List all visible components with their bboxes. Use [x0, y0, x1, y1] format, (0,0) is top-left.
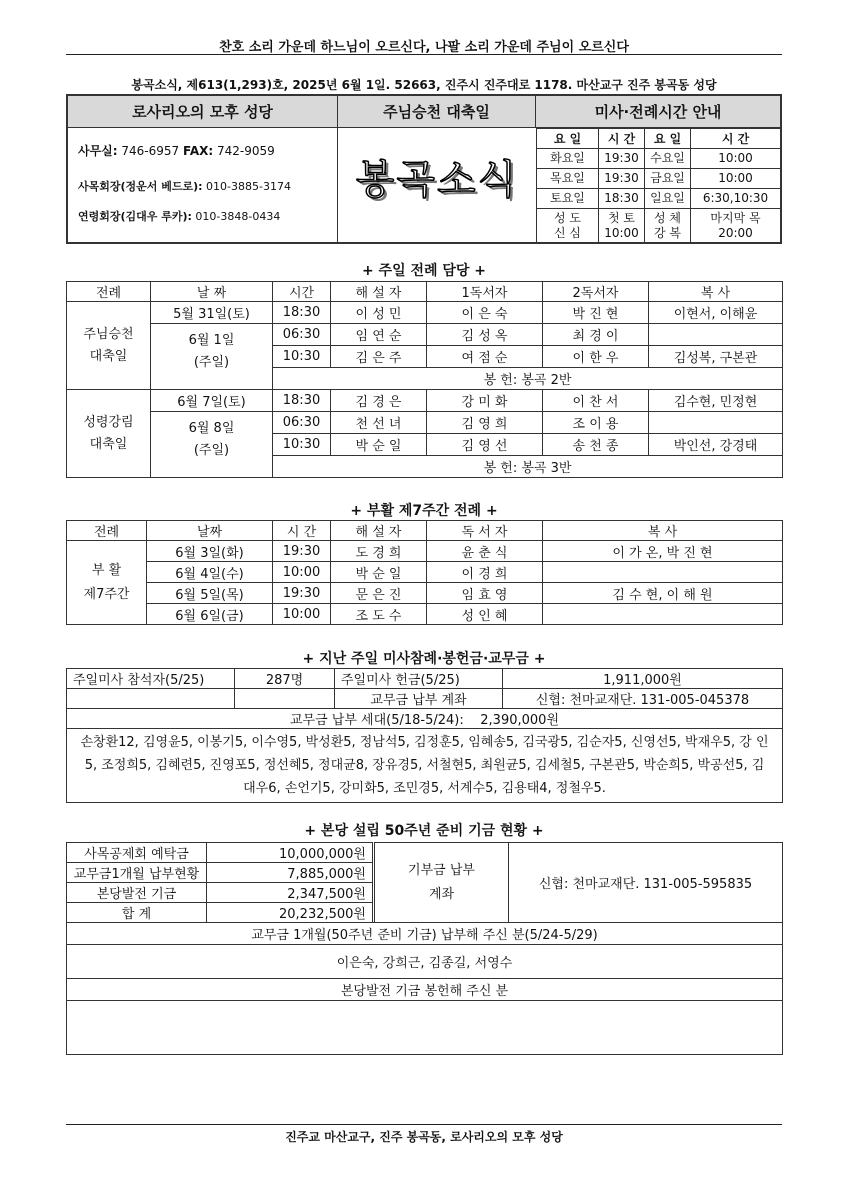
easter-time: 19:30 [273, 541, 331, 562]
mass-times-row [537, 149, 781, 169]
liturgy-reader1: 김 영 선 [427, 434, 543, 456]
fund-label: 본당발전 기금 [67, 883, 207, 903]
liturgy-reader2: 조 이 용 [543, 412, 649, 434]
mass-times-cell: 성 도 신 심 [537, 209, 599, 243]
fund-value: 7,885,000원 [207, 863, 373, 883]
attendance-label: 주일미사 참석자(5/25) [67, 669, 235, 689]
account-value: 신협: 천마교재단. 131-005-045378 [503, 689, 783, 709]
liturgy-server: 이현서, 이해윤 [649, 302, 783, 324]
parish-name: 로사리오의 모후 성당 [68, 96, 338, 128]
fund-value: 20,232,500원 [207, 903, 373, 923]
easter-server: 김 수 현, 이 해 원 [543, 583, 783, 604]
senior-phone: 010-3848-0434 [195, 210, 281, 223]
fund-label: 교무금1개월 납부현황 [67, 863, 207, 883]
mass-times-cell: 토요일 [537, 189, 599, 209]
pastoral-line [78, 178, 291, 194]
liturgy-reader1: 이 은 숙 [427, 302, 543, 324]
pastoral-phone: 010-3885-3174 [206, 180, 291, 193]
easter-reader: 이 경 희 [427, 562, 543, 583]
liturgy-time: 10:30 [273, 434, 331, 456]
month-label: 교무금 1개월(50주년 준비 기금) 납부해 주신 분(5/24-5/29) [67, 923, 783, 945]
mass-times-cell: 19:30 [599, 149, 645, 169]
liturgy-server: 박인선, 강경태 [649, 434, 783, 456]
mass-times-table [536, 128, 781, 243]
office-line [78, 142, 275, 159]
easter-week-header: 해 설 자 [331, 521, 427, 541]
liturgy-time: 18:30 [273, 390, 331, 412]
liturgy-reader1: 강 미 화 [427, 390, 543, 412]
mass-times-cell: 성 체 강 복 [645, 209, 691, 243]
mass-times-cell: 금요일 [645, 169, 691, 189]
fund-value: 10,000,000원 [207, 843, 373, 863]
easter-group-name: 부 활 제7주간 [67, 541, 147, 625]
liturgy-commentator: 김 은 주 [331, 346, 427, 368]
liturgy-commentator: 박 순 일 [331, 434, 427, 456]
sunday-liturgy-header: 2독서자 [543, 282, 649, 302]
liturgy-reader1: 김 성 옥 [427, 324, 543, 346]
fund-value: 2,347,500원 [207, 883, 373, 903]
dev-names [67, 1001, 783, 1055]
liturgy-commentator: 천 선 녀 [331, 412, 427, 434]
sunday-liturgy-header: 전례 [67, 282, 151, 302]
issue-line: 봉곡소식, 제613(1,293)호, 2025년 6월 1일. 52663, 진주시 진주대로 1178. 마산교구 진주 봉곡동 성당 [131, 78, 717, 92]
easter-week-title: + 부활 제7주간 전례 + [350, 503, 498, 519]
mass-times-header: 시 간 [599, 129, 645, 149]
table-row [67, 583, 783, 604]
easter-commentator: 도 경 희 [331, 541, 427, 562]
liturgy-time: 06:30 [273, 324, 331, 346]
feast-name: 주님승천 대축일 [338, 96, 536, 128]
mass-times-cell: 10:00 [691, 149, 781, 169]
liturgy-server [649, 412, 783, 434]
mass-times-row [537, 209, 781, 243]
liturgy-date: 6월 8일 (주일) [151, 412, 273, 478]
offering-value: 1,911,000원 [503, 669, 783, 689]
senior-line [78, 208, 280, 224]
easter-week-header: 독 서 자 [427, 521, 543, 541]
easter-time: 10:00 [273, 562, 331, 583]
liturgy-reader2: 이 찬 서 [543, 390, 649, 412]
donation-label: 기부금 납부 계좌 [375, 843, 509, 923]
offering-label: 주일미사 헌금(5/25) [335, 669, 503, 689]
liturgy-date: 6월 1일 (주일) [151, 324, 273, 390]
easter-server [543, 604, 783, 625]
mass-times-cell: 화요일 [537, 149, 599, 169]
mass-times-cell: 수요일 [645, 149, 691, 169]
last-sunday-table [66, 668, 783, 803]
mass-times-cell: 6:30,10:30 [691, 189, 781, 209]
liturgy-reader2: 최 경 이 [543, 324, 649, 346]
mass-times-cell: 첫 토 10:00 [599, 209, 645, 243]
last-sunday-title: + 지난 주일 미사참례·봉헌금·교무금 + [302, 651, 546, 667]
liturgy-offering: 봉 헌: 봉곡 3반 [273, 456, 783, 478]
mass-times-cell: 목요일 [537, 169, 599, 189]
fax-label: FAX: [183, 144, 214, 158]
easter-week-header: 시 간 [273, 521, 331, 541]
fund-table [66, 842, 783, 1055]
liturgy-reader1: 여 점 순 [427, 346, 543, 368]
fund-title: + 본당 설립 50주년 준비 기금 현황 + [304, 823, 544, 839]
footer-text: 진주교 마산교구, 진주 봉곡동, 로사리오의 모후 성당 [285, 1130, 563, 1144]
sunday-liturgy-table [66, 281, 783, 478]
liturgy-time: 18:30 [273, 302, 331, 324]
sunday-liturgy-header: 복 사 [649, 282, 783, 302]
table-row [67, 843, 783, 863]
liturgy-reader1: 김 영 희 [427, 412, 543, 434]
sunday-liturgy-header: 1독서자 [427, 282, 543, 302]
liturgy-commentator: 김 경 은 [331, 390, 427, 412]
pastoral-label: 사목회장(정운서 베드로): [78, 180, 203, 193]
easter-week-header: 전례 [67, 521, 147, 541]
easter-time: 10:00 [273, 604, 331, 625]
table-row [67, 541, 783, 562]
liturgy-commentator: 이 성 민 [331, 302, 427, 324]
households-value: 2,390,000원 [480, 713, 560, 728]
sunday-liturgy-header: 시간 [273, 282, 331, 302]
account-label: 교무금 납부 계좌 [335, 689, 503, 709]
easter-commentator: 박 순 일 [331, 562, 427, 583]
month-names: 이은숙, 강희근, 김종길, 서영수 [67, 945, 783, 979]
liturgy-group-name: 성령강림 대축일 [67, 390, 151, 478]
easter-date: 6월 6일(금) [147, 604, 273, 625]
mass-times-row [537, 169, 781, 189]
liturgy-server: 김수현, 민정현 [649, 390, 783, 412]
liturgy-commentator: 임 연 순 [331, 324, 427, 346]
sunday-liturgy-header: 해 설 자 [331, 282, 427, 302]
table-row [67, 412, 783, 434]
easter-server [543, 562, 783, 583]
households-row [67, 709, 783, 729]
easter-reader: 성 인 혜 [427, 604, 543, 625]
easter-commentator: 조 도 수 [331, 604, 427, 625]
table-row [67, 562, 783, 583]
header-block [66, 94, 782, 244]
fax-number: 742-9059 [217, 144, 275, 158]
table-row [67, 604, 783, 625]
mass-times-header: 시 간 [691, 129, 781, 149]
senior-label: 연령회장(김대우 루카): [78, 210, 192, 223]
contact-block [68, 128, 338, 242]
office-label: 사무실: [78, 144, 118, 158]
sunday-liturgy-title: + 주일 전례 담당 + [361, 263, 487, 279]
mass-times-cell: 10:00 [691, 169, 781, 189]
easter-reader: 임 효 영 [427, 583, 543, 604]
top-rule [66, 54, 782, 55]
mass-times-header: 요 일 [645, 129, 691, 149]
easter-server: 이 가 온, 박 진 현 [543, 541, 783, 562]
dev-label: 본당발전 기금 봉헌해 주신 분 [67, 979, 783, 1001]
mass-times-cell: 마지막 목 20:00 [691, 209, 781, 243]
easter-commentator: 문 은 진 [331, 583, 427, 604]
donation-account: 신협: 천마교재단. 131-005-595835 [509, 843, 783, 923]
liturgy-offering: 봉 헌: 봉곡 2반 [273, 368, 783, 390]
liturgy-server: 김성복, 구본관 [649, 346, 783, 368]
fund-label: 합 계 [67, 903, 207, 923]
liturgy-date: 6월 7일(토) [151, 390, 273, 412]
easter-week-header: 날짜 [147, 521, 273, 541]
logo-text: 봉곡소식 [355, 157, 519, 203]
mass-times-header: 요 일 [537, 129, 599, 149]
mass-times-row [537, 189, 781, 209]
easter-date: 6월 3일(화) [147, 541, 273, 562]
table-row [67, 390, 783, 412]
liturgy-group-name: 주님승천 대축일 [67, 302, 151, 390]
sunday-liturgy-header: 날 짜 [151, 282, 273, 302]
liturgy-time: 10:30 [273, 346, 331, 368]
mass-times-cell: 18:30 [599, 189, 645, 209]
donor-list: 손창환12, 김영윤5, 이봉기5, 이수영5, 박성환5, 정남석5, 김정훈5, 임혜송5, 김국광5, 김순자5, 신영선5, 박재우5, 강 인5, 조정희5, 김혜련5, 진영포5, 정선혜5, 정대균8, 장유경5, 서철현5, 최원균5, 김세철5, 구본관5, 박순희5, 박공선5, 김대우6, 손언기5, 강미화5, 조민경5, 서계수5, 김용태4, 정철우5. [67, 729, 783, 803]
easter-date: 6월 5일(목) [147, 583, 273, 604]
households-label: 교무금 납부 세대(5/18-5/24): [289, 713, 464, 728]
liturgy-reader2: 박 진 현 [543, 302, 649, 324]
footer-rule [66, 1124, 782, 1125]
liturgy-server [649, 324, 783, 346]
attendance-value: 287명 [235, 669, 335, 689]
liturgy-reader2: 이 한 우 [543, 346, 649, 368]
easter-week-header: 복 사 [543, 521, 783, 541]
easter-time: 19:30 [273, 583, 331, 604]
blank-cell [235, 689, 335, 709]
easter-date: 6월 4일(수) [147, 562, 273, 583]
mass-times-cell: 19:30 [599, 169, 645, 189]
top-banner: 찬호 소리 가운데 하느님이 오르신다, 나팔 소리 가운데 주님이 오르신다 [219, 40, 629, 55]
table-row [67, 324, 783, 346]
liturgy-date: 5월 31일(토) [151, 302, 273, 324]
fund-label: 사목공제회 예탁금 [67, 843, 207, 863]
liturgy-reader2: 송 천 종 [543, 434, 649, 456]
liturgy-time: 06:30 [273, 412, 331, 434]
easter-week-table [66, 520, 783, 625]
mass-times-cell: 일요일 [645, 189, 691, 209]
office-phone: 746-6957 [121, 144, 180, 158]
easter-reader: 윤 춘 식 [427, 541, 543, 562]
table-row [67, 302, 783, 324]
blank-cell [67, 689, 235, 709]
mass-title: 미사·전례시간 안내 [536, 96, 780, 128]
